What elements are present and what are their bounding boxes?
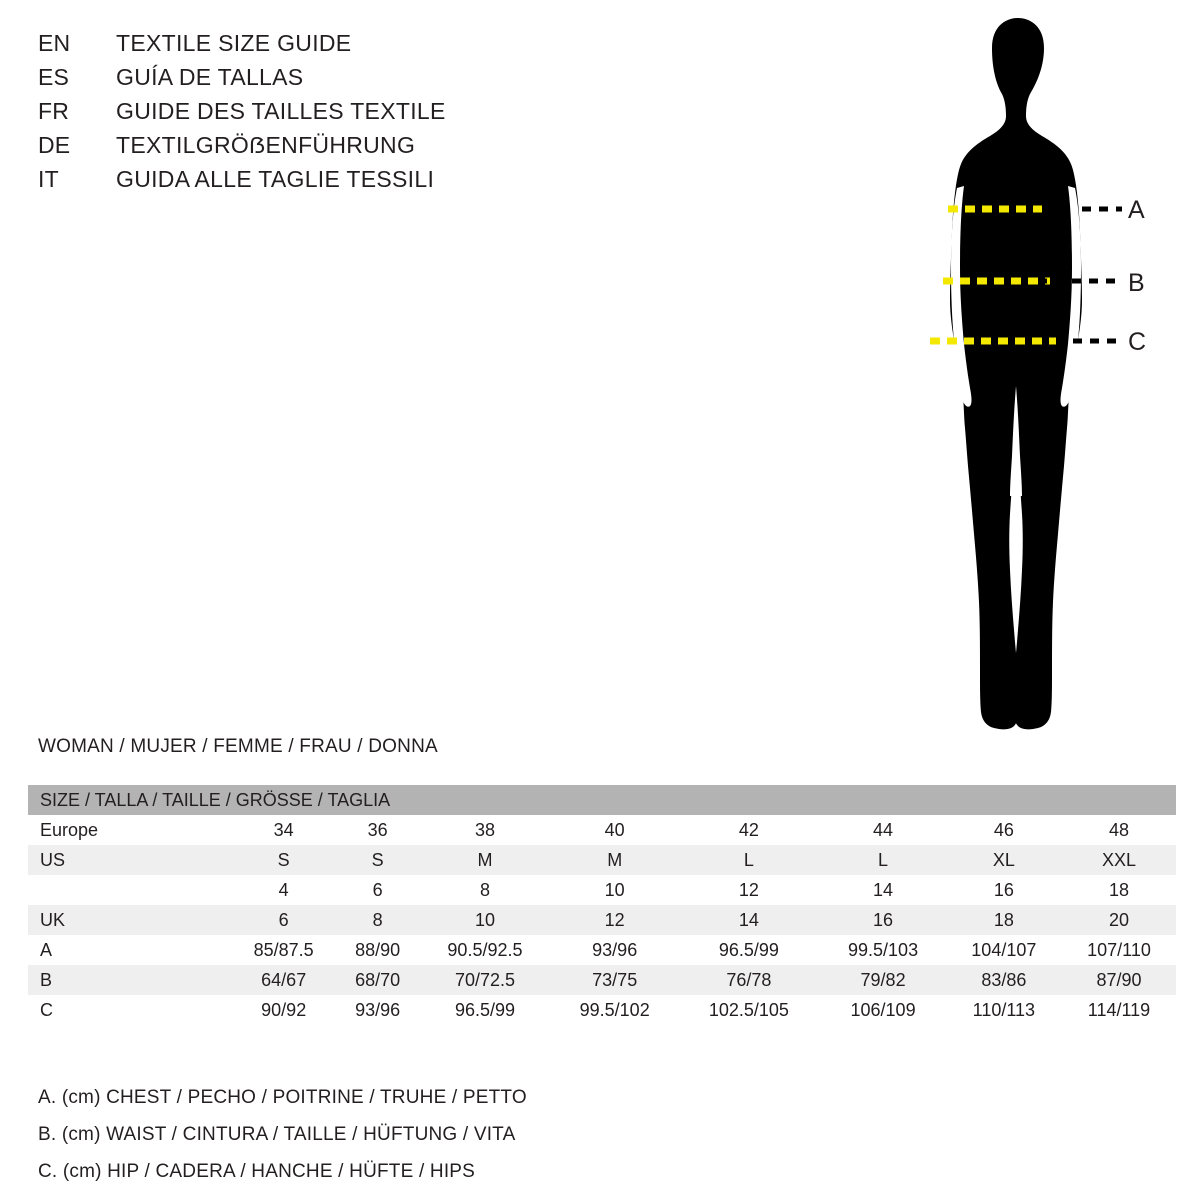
title-language-code: ES: [38, 64, 70, 90]
cell: 64/67: [230, 965, 337, 995]
table-row: [28, 815, 1176, 845]
cell: S: [337, 845, 418, 875]
cell: 16: [820, 905, 945, 935]
cell: 99.5/103: [820, 935, 945, 965]
measure-label-b: B: [1128, 269, 1145, 297]
cell: 38: [418, 815, 552, 845]
cell: S: [230, 845, 337, 875]
title-row: [38, 166, 738, 198]
cell: 48: [1062, 815, 1176, 845]
title-language-code: DE: [38, 132, 71, 158]
cell: 90/92: [230, 995, 337, 1025]
cell: 96.5/99: [677, 935, 820, 965]
cell: 40: [552, 815, 677, 845]
cell: 93/96: [337, 995, 418, 1025]
cell: 99.5/102: [552, 995, 677, 1025]
cell: 70/72.5: [418, 965, 552, 995]
size-table: [28, 785, 1176, 1025]
footnotes: [38, 1087, 838, 1198]
cell: 102.5/105: [677, 995, 820, 1025]
footnote-waist: B. (cm) WAIST / CINTURA / TAILLE / HÜFTUNG / VITA: [38, 1124, 516, 1145]
cell: XL: [946, 845, 1062, 875]
title-row: [38, 132, 738, 164]
cell: 16: [946, 875, 1062, 905]
cell: M: [418, 845, 552, 875]
cell: 90.5/92.5: [418, 935, 552, 965]
cell: 114/119: [1062, 995, 1176, 1025]
row-label: C: [28, 995, 230, 1025]
row-label: Europe: [28, 815, 230, 845]
title-block: [38, 30, 738, 200]
table-header-label: SIZE / TALLA / TAILLE / GRÖSSE / TAGLIA: [28, 785, 1176, 815]
row-label: [28, 875, 230, 905]
title-text: GUÍA DE TALLAS: [116, 64, 304, 90]
cell: 42: [677, 815, 820, 845]
cell: 8: [418, 875, 552, 905]
cell: L: [677, 845, 820, 875]
table-row: [28, 965, 1176, 995]
cell: 8: [337, 905, 418, 935]
table-row: [28, 875, 1176, 905]
cell: 104/107: [946, 935, 1062, 965]
table-row: [28, 905, 1176, 935]
measure-label-c: C: [1128, 328, 1147, 356]
title-text: TEXTILE SIZE GUIDE: [116, 30, 352, 56]
cell: 73/75: [552, 965, 677, 995]
title-row: [38, 98, 738, 130]
title-row: [38, 64, 738, 96]
table-row: [28, 935, 1176, 965]
cell: 6: [230, 905, 337, 935]
row-label: B: [28, 965, 230, 995]
footnote-chest: A. (cm) CHEST / PECHO / POITRINE / TRUHE / PETTO: [38, 1087, 527, 1108]
female-silhouette-icon: [860, 10, 1190, 740]
row-label: UK: [28, 905, 230, 935]
row-label: A: [28, 935, 230, 965]
cell: 20: [1062, 905, 1176, 935]
cell: 85/87.5: [230, 935, 337, 965]
cell: 34: [230, 815, 337, 845]
cell: 12: [677, 875, 820, 905]
cell: 106/109: [820, 995, 945, 1025]
cell: 87/90: [1062, 965, 1176, 995]
footnote-hip: C. (cm) HIP / CADERA / HANCHE / HÜFTE / HIPS: [38, 1161, 476, 1182]
cell: 107/110: [1062, 935, 1176, 965]
row-label: US: [28, 845, 230, 875]
title-text: TEXTILGRÖẞENFÜHRUNG: [116, 132, 416, 158]
cell: 93/96: [552, 935, 677, 965]
cell: 18: [946, 905, 1062, 935]
table-header-row: [28, 785, 1176, 815]
cell: 10: [418, 905, 552, 935]
cell: 14: [677, 905, 820, 935]
title-text: GUIDE DES TAILLES TEXTILE: [116, 98, 446, 124]
cell: 44: [820, 815, 945, 845]
measure-label-a: A: [1128, 196, 1145, 224]
cell: M: [552, 845, 677, 875]
title-language-code: EN: [38, 30, 71, 56]
cell: 6: [337, 875, 418, 905]
cell: 4: [230, 875, 337, 905]
cell: 76/78: [677, 965, 820, 995]
cell: 18: [1062, 875, 1176, 905]
section-heading-woman: WOMAN / MUJER / FEMME / FRAU / DONNA: [38, 736, 438, 757]
title-language-code: FR: [38, 98, 70, 124]
cell: L: [820, 845, 945, 875]
cell: 96.5/99: [418, 995, 552, 1025]
body-measurement-figure: [860, 10, 1190, 740]
title-text: GUIDA ALLE TAGLIE TESSILI: [116, 166, 435, 192]
table-row: [28, 845, 1176, 875]
cell: 36: [337, 815, 418, 845]
cell: 10: [552, 875, 677, 905]
title-language-code: IT: [38, 166, 59, 192]
cell: XXL: [1062, 845, 1176, 875]
table-row: [28, 995, 1176, 1025]
cell: 79/82: [820, 965, 945, 995]
cell: 83/86: [946, 965, 1062, 995]
title-row: [38, 30, 738, 62]
cell: 46: [946, 815, 1062, 845]
cell: 88/90: [337, 935, 418, 965]
cell: 14: [820, 875, 945, 905]
cell: 68/70: [337, 965, 418, 995]
cell: 12: [552, 905, 677, 935]
cell: 110/113: [946, 995, 1062, 1025]
